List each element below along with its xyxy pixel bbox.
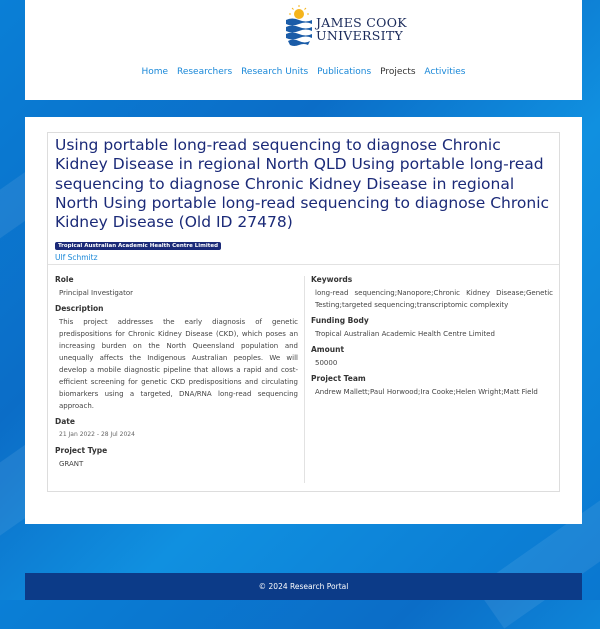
date-label: Date [55, 417, 75, 426]
footer-text: © 2024 Research Portal [258, 582, 349, 591]
nav-publications[interactable]: Publications [317, 67, 372, 77]
project-title: Using portable long-read sequencing to diagnose Chronic Kidney Disease in regional North QLD Using portable long-read sequencing to diagnose Chronic Kidney Disease in regional North Using portable long-read sequencing to diagnose Chronic Kidney Disease (Old ID 27478) [55, 136, 550, 232]
nav-activities[interactable]: Activities [424, 67, 466, 77]
funding-body-label: Funding Body [311, 316, 369, 325]
project-type-value: GRANT [59, 460, 84, 468]
description-label: Description [55, 304, 104, 313]
date-value: 21 Jan 2022 - 28 Jul 2024 [59, 431, 135, 438]
site-footer [25, 573, 582, 600]
amount-label: Amount [311, 345, 345, 354]
site-header [25, 0, 582, 100]
nav-research-units[interactable]: Research Units [241, 67, 309, 77]
logo-text [316, 16, 407, 42]
funding-body-value: Tropical Australian Academic Health Centre Limited [315, 330, 495, 338]
project-details-left [55, 273, 298, 475]
keywords-label: Keywords [311, 275, 353, 284]
column-divider [304, 276, 305, 483]
description-text: This project addresses the early diagnosis of genetic predispositions for Chronic Kidney Disease (CKD), which poses an increasing burden on the North Queensland population and unequally affects the Indigenous Australian peoples. We will develop a mobile diagnostic pipeline that allows a rapid and cost-efficient screening for genetic CKD predispositions and circulating biomarkers using a targeted, DNA/RNA long-read sequencing approach. [59, 318, 298, 410]
investigator-link[interactable]: Ulf Schmitz [55, 253, 98, 263]
main-nav [25, 67, 582, 77]
shield-wave-icon [284, 4, 314, 52]
nav-projects[interactable]: Projects [380, 67, 416, 77]
logo-line1: JAMES COOK [316, 15, 407, 30]
project-type-label: Project Type [55, 446, 108, 455]
main-content [25, 117, 582, 524]
project-details-right [311, 273, 553, 403]
nav-researchers[interactable]: Researchers [176, 67, 233, 77]
keywords-value: long-read sequencing;Nanopore;Chronic Kidney Disease;Genetic Testing;targeted sequencing;transcriptomic complexity [315, 289, 553, 309]
project-card [47, 132, 560, 492]
nav-home[interactable]: Home [141, 67, 169, 77]
project-team-value: Andrew Mallett;Paul Horwood;Ira Cooke;Helen Wright;Matt Field [315, 388, 538, 396]
organisation-badge: Tropical Australian Academic Health Centre Limited [55, 242, 221, 250]
logo-line2: UNIVERSITY [316, 28, 404, 43]
role-value: Principal Investigator [59, 289, 133, 297]
role-label: Role [55, 275, 74, 284]
jcu-logo[interactable] [284, 4, 407, 52]
project-team-label: Project Team [311, 374, 366, 383]
project-header [48, 133, 559, 265]
amount-value: 50000 [315, 359, 338, 367]
